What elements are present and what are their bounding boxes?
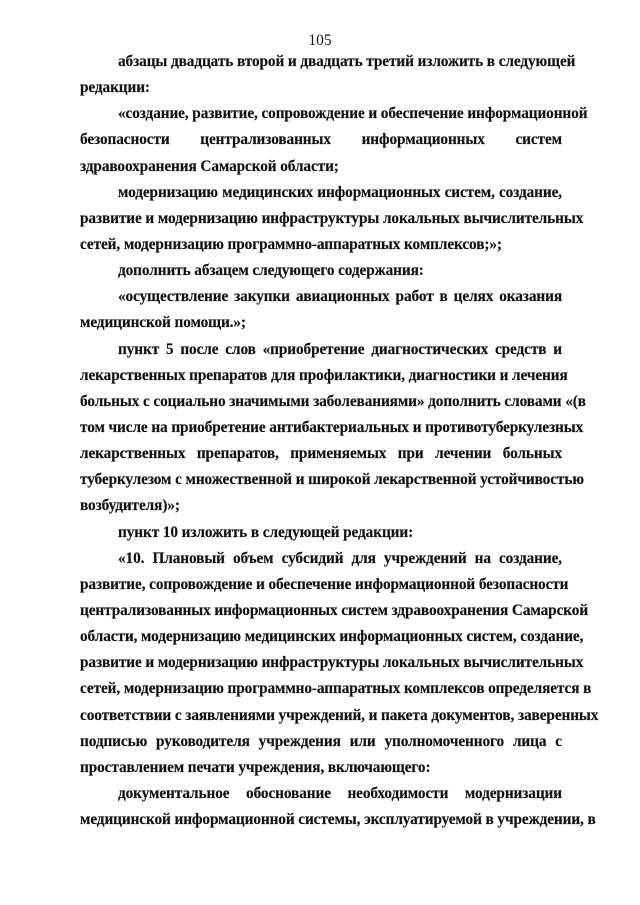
paragraph: [80, 101, 588, 179]
document-body: [80, 49, 599, 833]
text-line: документальное обоснование необходимости модернизации: [118, 784, 562, 802]
text-line: редакции:: [80, 79, 150, 97]
paragraph: [80, 520, 562, 546]
paragraph: [80, 546, 599, 781]
text-line: «осуществление закупки авиационных работ в целях оказания: [118, 288, 562, 306]
text-line: том числе на приобретение антибактериальных и противотуберкулезных: [80, 418, 584, 436]
text-line: безопасности централизованных информационных систем: [80, 131, 562, 149]
paragraph: [80, 337, 586, 520]
text-line: «создание, развитие, сопровождение и обеспечение информационной: [118, 105, 588, 123]
paragraph: [80, 49, 576, 101]
page-number: 105: [308, 32, 332, 49]
text-line: пункт 5 после слов «приобретение диагностических средств и: [118, 340, 562, 358]
text-line: пункт 10 изложить в следующей редакции:: [118, 523, 414, 541]
paragraph: [80, 781, 596, 833]
paragraph: [80, 258, 562, 284]
text-line: централизованных информационных систем здравоохранения Самарской: [80, 601, 589, 619]
text-line: медицинской помощи.»;: [80, 314, 246, 332]
text-line: проставлением печати учреждения, включающего:: [80, 758, 431, 776]
text-line: больных с социально значимыми заболеваниями» дополнить словами «(в: [80, 392, 586, 410]
text-line: развитие, сопровождение и обеспечение информационной безопасности: [80, 575, 569, 593]
text-line: «10. Плановый объем субсидий для учреждений на создание,: [118, 549, 562, 567]
text-line: развитие и модернизацию инфраструктуры локальных вычислительных: [80, 654, 584, 672]
text-line: медицинской информационной системы, эксплуатируемой в учреждении, в: [80, 811, 596, 829]
paragraph: [80, 284, 562, 336]
text-line: дополнить абзацем следующего содержания:: [118, 262, 424, 280]
text-line: туберкулезом с множественной и широкой лекарственной устойчивостью: [80, 471, 584, 489]
text-line: абзацы двадцать второй и двадцать третий изложить в следующей: [118, 53, 576, 70]
text-line: сетей, модернизацию программно-аппаратных комплексов;»;: [80, 235, 502, 253]
text-line: области, модернизацию медицинских информационных систем, создание,: [80, 628, 584, 646]
text-line: лекарственных препаратов для профилактики, диагностики и лечения: [80, 366, 568, 384]
text-line: модернизацию медицинских информационных систем, создание,: [118, 183, 562, 201]
text-line: возбудителя)»;: [80, 497, 180, 515]
text-line: здравоохранения Самарской области;: [80, 157, 339, 175]
paragraph: [80, 180, 584, 258]
text-line: соответствии с заявлениями учреждений, и пакета документов, заверенных: [80, 706, 599, 724]
text-line: лекарственных препаратов, применяемых при лечении больных: [80, 445, 562, 463]
text-line: сетей, модернизацию программно-аппаратных комплексов определяется в: [80, 680, 592, 698]
text-line: развитие и модернизацию инфраструктуры локальных вычислительных: [80, 209, 584, 227]
text-line: подписью руководителя учреждения или уполномоченного лица с: [80, 732, 562, 750]
